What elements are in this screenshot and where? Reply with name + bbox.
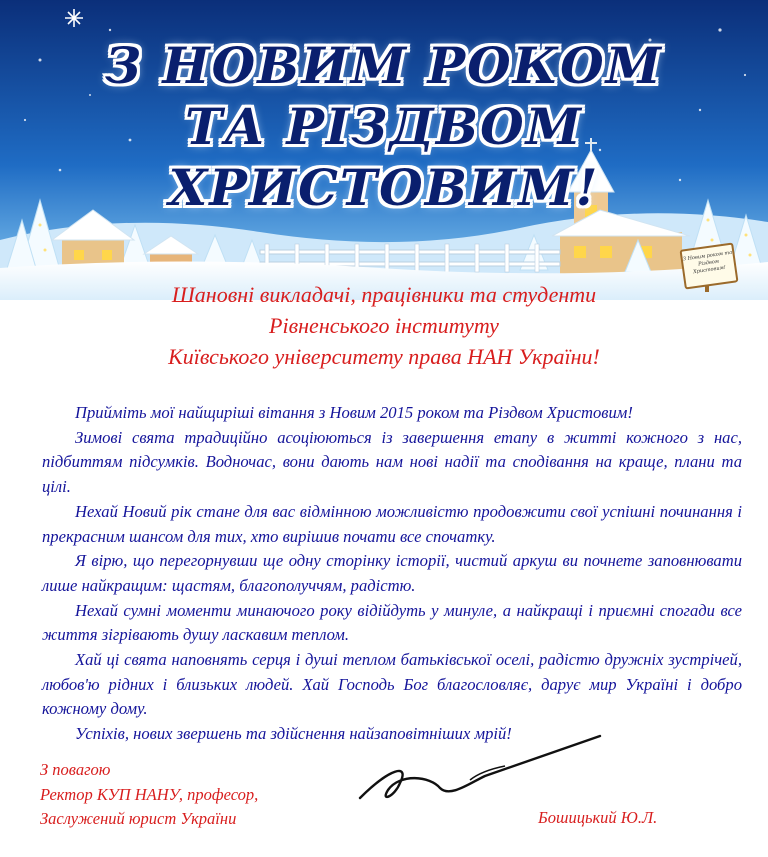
paragraph-5: Нехай сумні моменти минаючого року відійдуть у минуле, а найкращі і приємні спогади все життя зігрівають душу ласкавим теплом.	[42, 600, 742, 645]
paragraph-1: Прийміть мої найщиріші вітання з Новим 2015 роком та Різдвом Христовим!	[75, 403, 633, 422]
signature-line-1: З повагою	[40, 760, 111, 779]
greeting-line-3: Київського університету права НАН України!	[168, 344, 600, 369]
greeting-sign: З Новим роком та Різдвом Христовим!	[679, 242, 738, 289]
signature-line-2: Ректор КУП НАНУ, професор,	[40, 784, 259, 804]
paragraph-7: Успіхів, нових звершень та здійснення найзаповітніших мрій!	[75, 724, 512, 744]
paragraph-3: Нехай Новий рік стане для вас відмінною можливістю продовжити свої успішні починання і прекрасним шансом для тих, хто вирішив почати все спочатку.	[42, 501, 742, 546]
paragraph-4: Я вірю, що перегорнувши ще одну сторінку історії, чистий аркуш ви почнете заповнювати лише найкращим: щастям, благополуччям, радістю.	[42, 551, 742, 595]
letter-body	[42, 401, 742, 747]
signatory-name: Бошицький Ю.Л.	[538, 808, 658, 827]
holiday-banner	[0, 0, 768, 300]
greeting-line-2: Рівненського інституту	[269, 313, 499, 338]
title-line-2: ТА РІЗДВОМ	[184, 97, 583, 156]
title-line-3: ХРИСТОВИМ!	[168, 158, 600, 217]
greeting-line-1: Шановні викладачі, працівники та студенти	[171, 282, 597, 307]
signature-line-3: Заслужений юрист України	[40, 809, 237, 828]
greeting-header	[0, 279, 768, 372]
signature-block	[40, 758, 258, 832]
paragraph-2: Зимові свята традиційно асоціюються із завершення етапу в житті кожного з нас, підбиттям підсумків. Водночас, вони дають нам нові надії та сподівання на краще, плани та цілі.	[42, 427, 742, 497]
title-line-1: З НОВИМ РОКОМ	[104, 36, 664, 95]
paragraph-6: Хай ці свята наповнять серця і душі теплом батьківської оселі, радістю дружніх зустрічей, любов'ю рідних і близьких людей. Хай Господь Бог благословляє, дарує мир Україні і добро кожному дому.	[42, 650, 742, 719]
